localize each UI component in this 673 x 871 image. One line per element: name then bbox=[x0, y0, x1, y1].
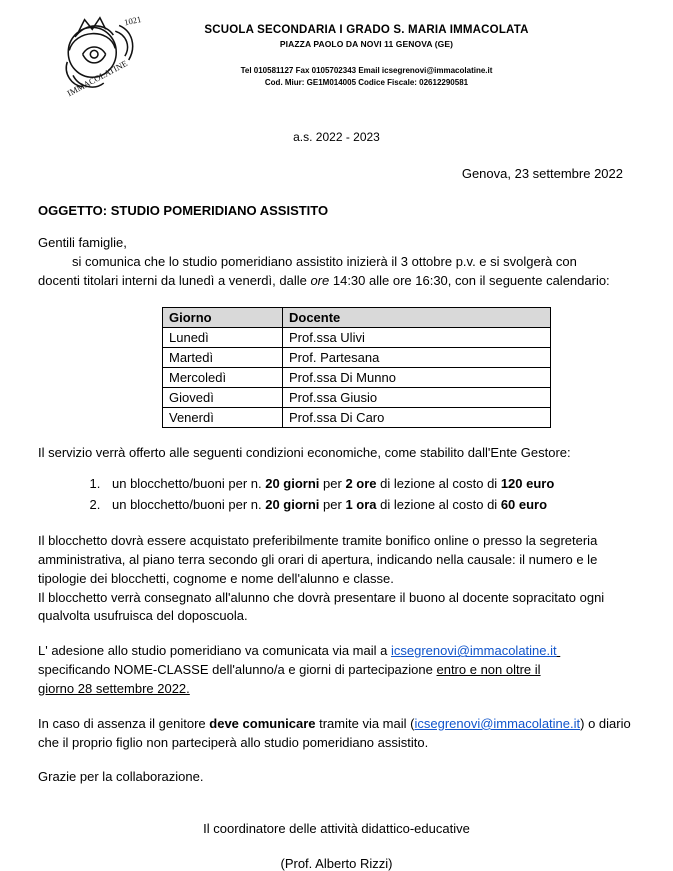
cell-day: Giovedì bbox=[163, 387, 283, 407]
place-and-date: Genova, 23 settembre 2022 bbox=[461, 166, 623, 181]
email-link-assenza[interactable]: icsegrenovi@immacolatine.it bbox=[414, 715, 581, 731]
greeting-paragraph bbox=[38, 234, 635, 291]
cell-day: Mercoledì bbox=[163, 367, 283, 387]
intro-line-2a: docenti titolari interni da lunedì a venerdì, dalle bbox=[38, 272, 311, 288]
intro-line-2b: 14:30 alle ore 16:30, con il seguente calendario: bbox=[329, 272, 610, 288]
payment-2-pre: un blocchetto/buoni per n. bbox=[112, 497, 266, 513]
subject-line: OGGETTO: STUDIO POMERIDIANO ASSISTITO bbox=[38, 203, 329, 218]
column-header-giorno: Giorno bbox=[163, 307, 283, 327]
payment-1-price: 120 euro bbox=[500, 476, 555, 492]
column-header-docente: Docente bbox=[283, 307, 551, 327]
payment-2-days: 20 giorni bbox=[265, 497, 320, 513]
adesione-trailing-underline bbox=[557, 643, 561, 658]
table-header-row bbox=[163, 307, 551, 327]
table-row bbox=[163, 387, 551, 407]
blocchetto-text-2: Il blocchetto verrà consegnato all'alunno che dovrà presentare il buono al docente sopracitato ogni qualvolta usufruisca del doposcuola. bbox=[38, 589, 605, 624]
adesione-deadline-1: entro e non oltre il bbox=[436, 662, 541, 678]
adesione-mid: specificando NOME-CLASSE dell'alunno/a e giorni di partecipazione bbox=[38, 662, 437, 678]
svg-text:IMMACOLATINE: IMMACOLATINE bbox=[65, 58, 129, 99]
table-row bbox=[163, 367, 551, 387]
school-contact: Tel 010581127 Fax 0105702343 Email icsegrenovi@immacolatine.it bbox=[240, 66, 493, 75]
cell-teacher: Prof.ssa Di Caro bbox=[283, 407, 551, 427]
school-year: a.s. 2022 - 2023 bbox=[293, 130, 380, 144]
signature-role: Il coordinatore delle attività didattico-educative bbox=[203, 821, 470, 837]
assenza-mid: tramite via mail ( bbox=[315, 715, 415, 731]
payment-2-mid: per bbox=[319, 497, 346, 513]
payment-1-pre: un blocchetto/buoni per n. bbox=[112, 476, 266, 492]
letterhead bbox=[38, 0, 635, 108]
school-name: SCUOLA SECONDARIA I GRADO S. MARIA IMMACOLATA bbox=[204, 24, 529, 36]
signature-name: (Prof. Alberto Rizzi) bbox=[280, 856, 393, 871]
adesione-paragraph bbox=[38, 642, 635, 699]
adesione-pre: L' adesione allo studio pomeridiano va comunicata via mail a bbox=[38, 643, 391, 659]
conditions-list bbox=[38, 474, 635, 516]
payment-1-mid: per bbox=[319, 476, 346, 492]
cell-teacher: Prof.ssa Di Munno bbox=[283, 367, 551, 387]
svg-text:1021: 1021 bbox=[123, 14, 143, 28]
cell-day: Martedì bbox=[163, 347, 283, 367]
thanks-paragraph: Grazie per la collaborazione. bbox=[38, 769, 204, 785]
cell-teacher: Prof.ssa Ulivi bbox=[283, 327, 551, 347]
list-item bbox=[104, 474, 635, 495]
schedule-table bbox=[162, 307, 551, 428]
greeting-text: Gentili famiglie, bbox=[38, 235, 127, 250]
school-crest-logo-icon bbox=[50, 12, 146, 108]
assenza-paragraph bbox=[38, 715, 635, 753]
payment-2-hours: 1 ora bbox=[345, 497, 377, 513]
cell-day: Lunedì bbox=[163, 327, 283, 347]
payment-2-price: 60 euro bbox=[500, 497, 548, 513]
table-row bbox=[163, 407, 551, 427]
school-codes: Cod. Miur: GE1M014005 Codice Fiscale: 02612290581 bbox=[264, 78, 469, 87]
payment-1-days: 20 giorni bbox=[265, 476, 320, 492]
intro-italic-ore: ore bbox=[310, 272, 330, 288]
assenza-post: ) o diario che il proprio figlio non parteciperà allo studio pomeridiano assistito. bbox=[38, 715, 631, 750]
cell-teacher: Prof.ssa Giusio bbox=[283, 387, 551, 407]
list-item bbox=[104, 495, 635, 516]
adesione-deadline-2: giorno 28 settembre 2022. bbox=[38, 680, 190, 696]
letterhead-text bbox=[158, 10, 575, 89]
table-row bbox=[163, 347, 551, 367]
payment-2-post: di lezione al costo di bbox=[376, 497, 501, 513]
cell-teacher: Prof. Partesana bbox=[283, 347, 551, 367]
payment-1-hours: 2 ore bbox=[345, 476, 377, 492]
email-link-adesione[interactable]: icsegrenovi@immacolatine.it bbox=[390, 643, 557, 659]
cell-day: Venerdì bbox=[163, 407, 283, 427]
assenza-bold: deve comunicare bbox=[209, 715, 316, 731]
logo-container bbox=[38, 10, 158, 108]
payment-1-post: di lezione al costo di bbox=[376, 476, 501, 492]
intro-line-1: si comunica che lo studio pomeridiano assistito inizierà il 3 ottobre p.v. e si svolgerà con bbox=[72, 253, 577, 269]
blocchetto-paragraph bbox=[38, 532, 635, 626]
table-row bbox=[163, 327, 551, 347]
blocchetto-text-1: Il blocchetto dovrà essere acquistato preferibilmente tramite bonifico online o presso la segreteria amministrativa, al piano terra secondo gli orari di apertura, indicando nella causale: il numero e le tipologie dei blocchetti, cognome e nome dell'alunno e classe. bbox=[38, 532, 598, 586]
conditions-lead-paragraph: Il servizio verrà offerto alle seguenti condizioni economiche, come stabilito dall'Ente Gestore: bbox=[38, 444, 571, 460]
assenza-pre: In caso di assenza il genitore bbox=[38, 715, 210, 731]
school-address: PIAZZA PAOLO DA NOVI 11 GENOVA (GE) bbox=[279, 39, 454, 49]
